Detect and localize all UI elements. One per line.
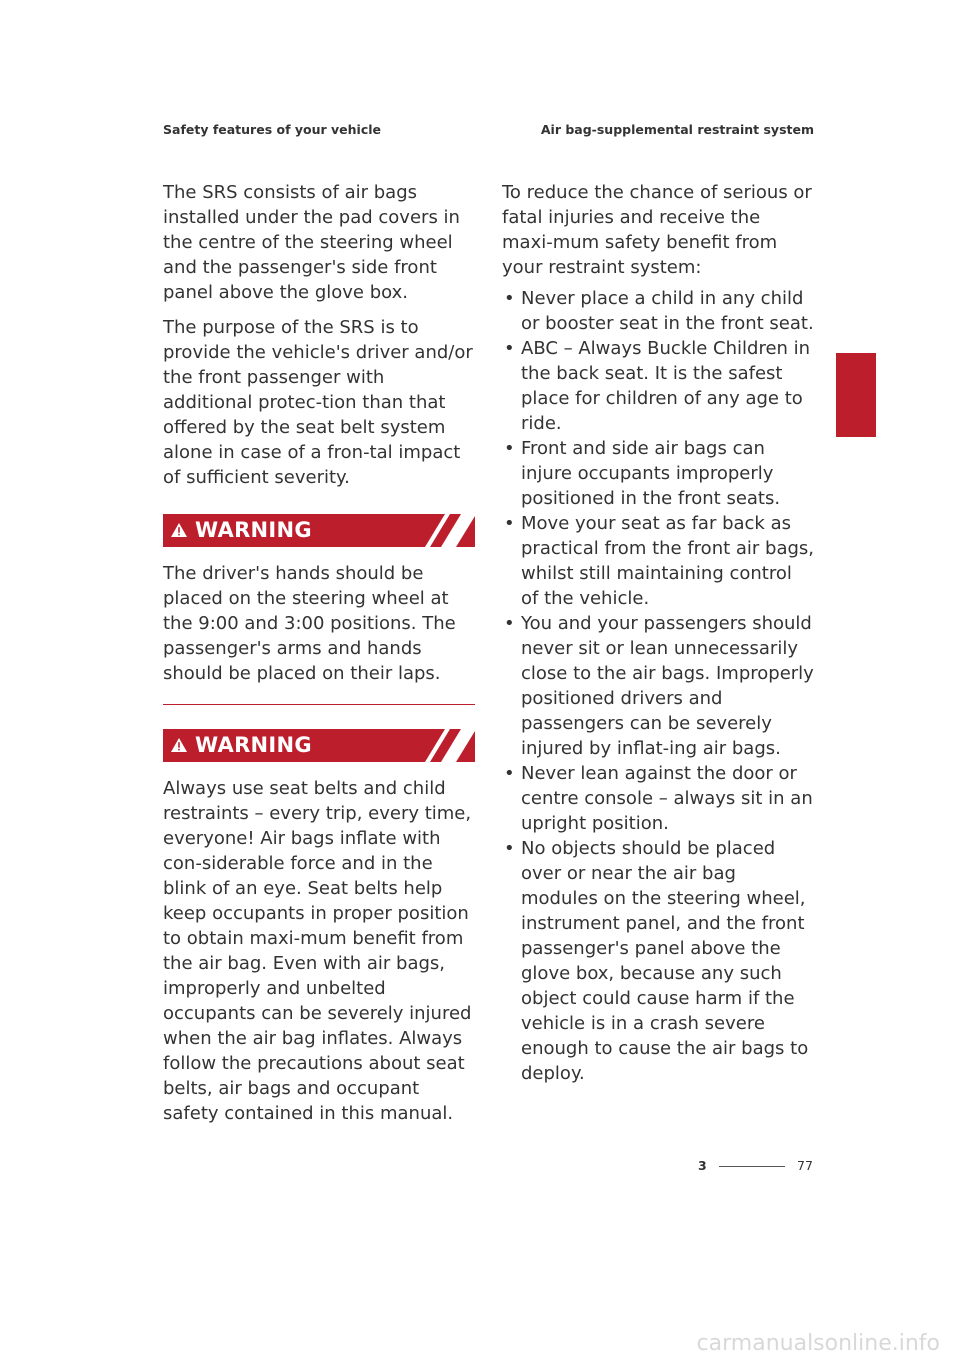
running-header-topic: Air bag-supplemental restraint system <box>540 122 814 137</box>
warning-1-text: The driver's hands should be placed on the steering wheel at the 9:00 and 3:00 positions. The passenger's arms and hands should be placed on their laps. <box>163 563 456 684</box>
bullet-dot-icon: • <box>504 513 515 534</box>
warning-banner-1 <box>163 514 475 547</box>
safety-bullet-list <box>502 286 814 1086</box>
right-column <box>502 180 814 1086</box>
list-item: • Move your seat as far back as practical from the front air bags, whilst still maintaining control of the vehicle. <box>504 513 815 609</box>
footer-rule <box>719 1166 785 1167</box>
list-item: • Front and side air bags can injure occupants improperly positioned in the front seats. <box>504 438 781 509</box>
footer-chapter-number: 3 <box>698 1158 707 1173</box>
list-item: • You and your passengers should never sit or lean unnecessarily close to the air bags. Improperly positioned drivers and passengers can be severely injured by inflat-ing air bags. <box>504 613 814 759</box>
warning-label: WARNING <box>195 518 312 542</box>
warning-label: WARNING <box>195 733 312 757</box>
watermark: carmanualsonline.info <box>696 1331 940 1356</box>
left-column <box>163 180 475 1136</box>
list-item: • Never lean against the door or centre console – always sit in an upright position. <box>504 763 813 834</box>
bullet-dot-icon: • <box>504 763 515 784</box>
list-item: • No objects should be placed over or near the air bag modules on the steering wheel, instrument panel, and the front passenger's panel above the glove box, because any such object could cause harm if the vehicle is in a crash severe enough to cause the air bags to deploy. <box>504 838 809 1084</box>
running-header-section: Safety features of your vehicle <box>163 122 381 137</box>
warning-banner-2 <box>163 729 475 762</box>
bullet-dot-icon: • <box>504 288 515 309</box>
list-item: • Never place a child in any child or booster seat in the front seat. <box>504 288 814 334</box>
warning-triangle-icon <box>171 523 187 537</box>
paragraph-srs-description: The SRS consists of air bags installed under the pad covers in the centre of the steering wheel and the passenger's side front panel above the glove box. <box>163 182 460 303</box>
decorative-slashes-icon <box>415 729 475 762</box>
warning-2-text: Always use seat belts and child restraints – every trip, every time, everyone! Air bags inflate with con-siderable force and in the blink of an eye. Seat belts help keep occupants in proper position to obtain maxi-mum benefit from the air bag. Even with air bags, improperly and unbelted occupants can be severely injured when the air bag inflates. Always follow the precautions about seat belts, air bags and occupant safety contained in this manual. <box>163 778 472 1124</box>
bullet-dot-icon: • <box>504 338 515 359</box>
warning-triangle-icon <box>171 738 187 752</box>
warning-divider <box>163 704 475 705</box>
list-item: • ABC – Always Buckle Children in the back seat. It is the safest place for children of any age to ride. <box>504 338 811 434</box>
bullet-dot-icon: • <box>504 438 515 459</box>
chapter-tab-number: 3 <box>840 416 852 435</box>
decorative-slashes-icon <box>415 514 475 547</box>
bullet-dot-icon: • <box>504 838 515 859</box>
paragraph-intro: To reduce the chance of serious or fatal injuries and receive the maxi-mum safety benefit from your restraint system: <box>502 182 812 278</box>
bullet-dot-icon: • <box>504 613 515 634</box>
paragraph-srs-purpose: The purpose of the SRS is to provide the vehicle's driver and/or the front passenger with additional protec-tion than that offered by the seat belt system alone in case of a fron-tal impact of sufficient severity. <box>163 317 473 488</box>
footer-page-number: 77 <box>797 1158 813 1173</box>
